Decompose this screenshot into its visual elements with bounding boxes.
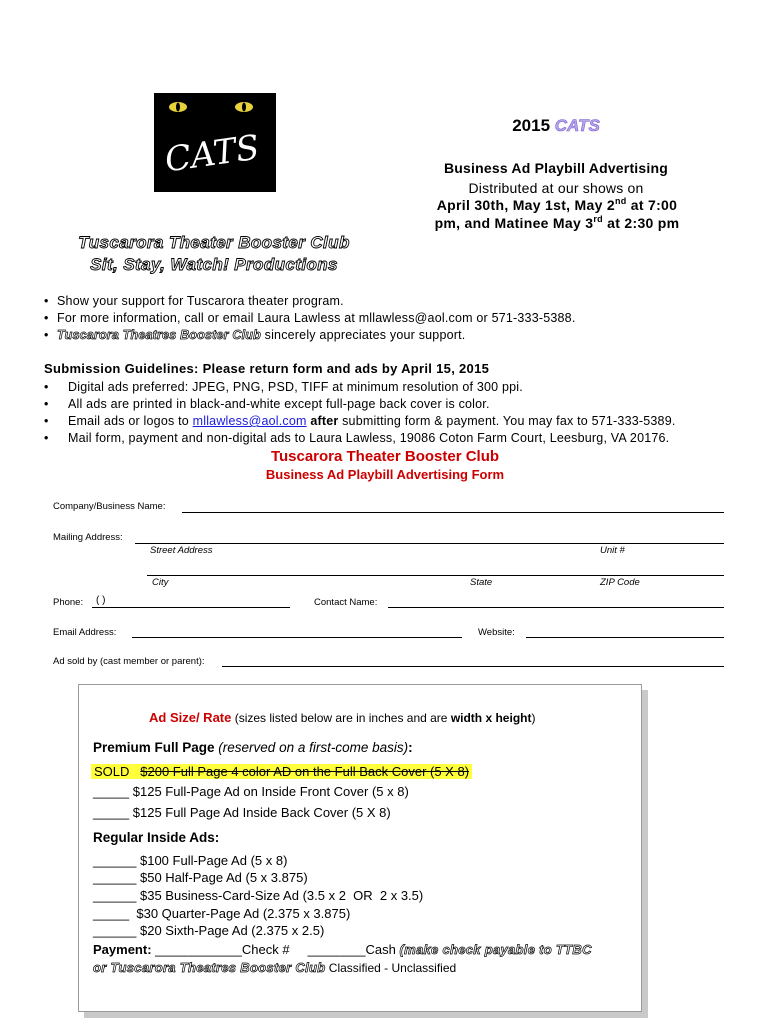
- info-bullet: • Show your support for Tuscarora theater program.: [44, 294, 344, 308]
- after-emphasis: after: [306, 414, 339, 428]
- cats-logo: [154, 93, 276, 192]
- soldby-field[interactable]: [222, 666, 724, 667]
- guideline-item: • Digital ads preferred: JPEG, PNG, PSD, TIFF at minimum resolution of 300 ppi.: [44, 380, 523, 394]
- payable-note: or Tuscarora Theatres Booster Club: [93, 960, 326, 975]
- premium-note: (reserved on a first-come basis): [214, 740, 409, 755]
- premium-colon: :: [408, 740, 413, 755]
- dates-text: April 30th, May 1st, May 2: [436, 197, 615, 213]
- rate-option[interactable]: ______ $100 Full-Page Ad (5 x 8): [93, 853, 288, 868]
- cats-logo-graphic: [154, 93, 276, 192]
- rate-box: [78, 684, 642, 1012]
- club-name: Tuscarora Theater Booster Club: [78, 233, 350, 252]
- payment-line-2: [93, 960, 456, 975]
- email-field[interactable]: [132, 637, 462, 638]
- ad-size-note: (sizes listed below are in inches and are: [231, 711, 451, 725]
- sold-item-text: $200 Full Page 4 color AD on the Full Back Cover (5 X 8): [140, 764, 470, 779]
- dates-sup: nd: [614, 196, 627, 206]
- guideline-item: • Mail form, payment and non-digital ads to Laura Lawless, 19086 Coton Farm Court, Leesburg, VA 20176.: [44, 431, 670, 445]
- show-name: CATS: [554, 116, 600, 135]
- guideline-text: submitting form & payment. You may fax to 571-333-5389.: [338, 414, 676, 428]
- phone-field[interactable]: [92, 607, 290, 608]
- sold-item: [91, 764, 472, 779]
- payment-options: ____________Check # ________Cash: [151, 942, 400, 957]
- phone-area-code: ( ): [96, 595, 106, 606]
- payment-line[interactable]: [93, 942, 592, 957]
- bullet-text: For more information, call or email Laura Lawless at mllawless@aol.com or 571-333-5388.: [57, 311, 576, 325]
- rate-option[interactable]: _____ $125 Full-Page Ad on Inside Front Cover (5 x 8): [93, 784, 409, 799]
- rate-option[interactable]: _____ $30 Quarter-Page Ad (2.375 x 3.875): [93, 906, 351, 921]
- mailing-label: Mailing Address:: [53, 532, 123, 543]
- regular-heading: Regular Inside Ads:: [93, 830, 220, 845]
- payment-label: Payment:: [93, 942, 152, 957]
- info-bullet: • For more information, call or email Laura Lawless at mllawless@aol.com or 571-333-5388.: [44, 311, 576, 325]
- show-dates-line1: [412, 197, 702, 213]
- premium-label: Premium Full Page: [93, 740, 215, 755]
- company-label: Company/Business Name:: [53, 501, 166, 512]
- guideline-text: All ads are printed in black-and-white except full-page back cover is color.: [68, 397, 490, 411]
- state-sublabel: State: [470, 577, 493, 588]
- guideline-text: Email ads or logos to: [68, 414, 193, 428]
- ad-title: Business Ad Playbill Advertising: [444, 160, 668, 176]
- form-club-heading: Tuscarora Theater Booster Club: [270, 448, 500, 465]
- form-title: Business Ad Playbill Advertising Form: [265, 467, 505, 482]
- zip-sublabel: ZIP Code: [600, 577, 640, 588]
- street-sublabel: Street Address: [150, 545, 213, 556]
- company-field[interactable]: [182, 512, 724, 513]
- guideline-text: Mail form, payment and non-digital ads to Laura Lawless, 19086 Coton Farm Court, Leesburg, VA 20176.: [68, 431, 670, 445]
- city-sublabel: City: [152, 577, 169, 588]
- email-link[interactable]: mllawless@aol.com: [192, 414, 307, 428]
- website-field[interactable]: [526, 637, 724, 638]
- guideline-item: • Email ads or logos to mllawless@aol.com after submitting form & payment. You may fax to 571-333-5389.: [44, 414, 676, 428]
- city-state-zip-field[interactable]: [147, 575, 724, 576]
- bullet-text: Show your support for Tuscarora theater program.: [57, 294, 344, 308]
- year: 2015: [512, 116, 551, 135]
- classified-text: Classified - Unclassified: [325, 961, 457, 975]
- show-year-heading: [420, 116, 692, 136]
- sold-label: SOLD: [94, 764, 141, 779]
- contact-field[interactable]: [388, 607, 724, 608]
- payable-note: (make check payable to TTBC: [399, 942, 592, 957]
- guidelines-heading: Submission Guidelines: Please return form and ads by April 15, 2015: [44, 361, 490, 376]
- rate-option[interactable]: _____ $125 Full Page Ad Inside Back Cover (5 X 8): [93, 805, 391, 820]
- ad-size-note: ): [531, 711, 536, 725]
- show-dates-line2: [412, 215, 702, 231]
- productions-name: Sit, Stay, Watch! Productions: [90, 255, 338, 274]
- dates-text: at 7:00: [626, 197, 678, 213]
- dates-text: at 2:30 pm: [602, 215, 680, 231]
- ad-size-heading: [149, 710, 535, 725]
- website-label: Website:: [478, 627, 515, 638]
- email-label: Email Address:: [53, 627, 117, 638]
- cats-logo-text: CATS: [162, 127, 262, 181]
- ad-size-bold: width x height: [450, 711, 532, 725]
- phone-label: Phone:: [53, 597, 84, 608]
- soldby-label: Ad sold by (cast member or parent):: [53, 656, 205, 667]
- rate-option[interactable]: ______ $35 Business-Card-Size Ad (3.5 x 2 OR 2 x 3.5): [93, 888, 424, 903]
- ad-size-label: Ad Size/ Rate: [149, 710, 232, 725]
- rate-option[interactable]: ______ $50 Half-Page Ad (5 x 3.875): [93, 870, 308, 885]
- club-outline-text: Tuscarora Theatres Booster Club: [57, 328, 261, 342]
- unit-sublabel: Unit #: [600, 545, 625, 556]
- street-field[interactable]: [135, 543, 724, 544]
- dates-text: pm, and Matinee May 3: [434, 215, 594, 231]
- dates-sup: rd: [593, 214, 603, 224]
- premium-heading: [93, 740, 413, 755]
- info-bullet: • Tuscarora Theatres Booster Club sincerely appreciates your support.: [44, 328, 466, 342]
- rate-option[interactable]: ______ $20 Sixth-Page Ad (2.375 x 2.5): [93, 923, 325, 938]
- guideline-text: Digital ads preferred: JPEG, PNG, PSD, TIFF at minimum resolution of 300 ppi.: [68, 380, 523, 394]
- guideline-item: • All ads are printed in black-and-white except full-page back cover is color.: [44, 397, 490, 411]
- bullet-text: sincerely appreciates your support.: [260, 328, 466, 342]
- distributed-text: Distributed at our shows on: [468, 180, 644, 196]
- contact-label: Contact Name:: [314, 597, 378, 608]
